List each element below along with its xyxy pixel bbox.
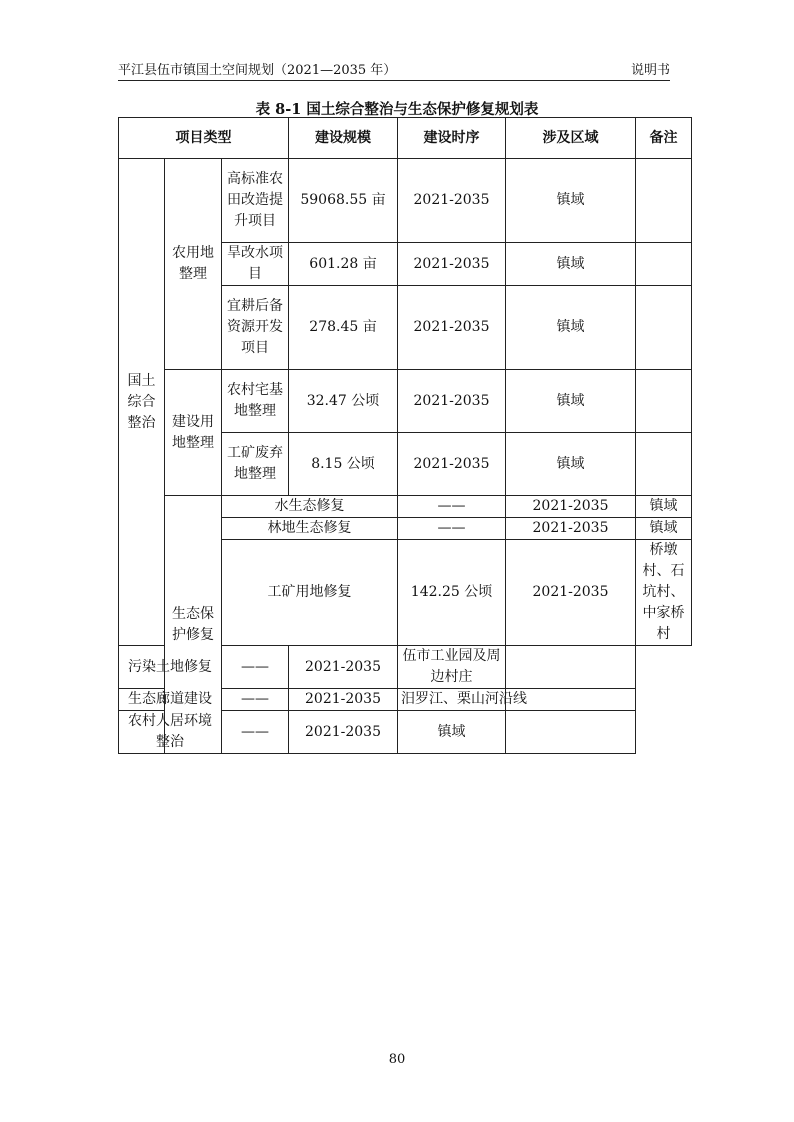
- row-scale: 278.45 亩: [289, 286, 398, 370]
- header-scale: 建设规模: [289, 118, 398, 159]
- table-row: [119, 689, 692, 711]
- row-area: 桥墩村、石坑村、中家桥村: [636, 540, 692, 646]
- row-note: [636, 159, 692, 243]
- row-area: 镇域: [506, 286, 636, 370]
- row-item: 农村人居环境整治: [119, 711, 222, 754]
- row-item: 农村宅基地整理: [222, 370, 289, 433]
- row-area: 镇域: [636, 518, 692, 540]
- row-note: [506, 711, 636, 754]
- header-project-type: 项目类型: [119, 118, 289, 159]
- row-scale: ——: [222, 689, 289, 711]
- row-period: 2021-2035: [398, 433, 506, 496]
- row-scale: ——: [222, 646, 289, 689]
- table-row: [119, 370, 692, 433]
- page-header: [118, 62, 670, 81]
- subgroup-label-construction: 建设用地整理: [165, 370, 222, 496]
- row-note: [636, 286, 692, 370]
- table-row: [119, 496, 692, 518]
- row-period: 2021-2035: [289, 646, 398, 689]
- row-area: 汨罗江、栗山河沿线: [398, 689, 506, 711]
- row-scale: 32.47 公顷: [289, 370, 398, 433]
- header-document-type: 说明书: [630, 63, 670, 78]
- row-area: 伍市工业园及周边村庄: [398, 646, 506, 689]
- row-note: [636, 370, 692, 433]
- row-note: [636, 243, 692, 286]
- row-period: 2021-2035: [506, 496, 636, 518]
- subgroup-label-farmland: 农用地整理: [165, 159, 222, 370]
- row-item: 水生态修复: [222, 496, 398, 518]
- row-item: 污染土地修复: [119, 646, 222, 689]
- planning-table: [118, 117, 692, 754]
- row-item: 工矿废弃地整理: [222, 433, 289, 496]
- row-scale: 59068.55 亩: [289, 159, 398, 243]
- row-period: 2021-2035: [289, 711, 398, 754]
- row-scale: ——: [398, 496, 506, 518]
- row-scale: ——: [398, 518, 506, 540]
- table-row: [119, 159, 692, 243]
- row-area: 镇域: [506, 370, 636, 433]
- row-area: 镇域: [506, 159, 636, 243]
- row-period: 2021-2035: [398, 159, 506, 243]
- row-area: 镇域: [506, 433, 636, 496]
- row-scale: 142.25 公顷: [398, 540, 506, 646]
- row-item: 宜耕后备资源开发项目: [222, 286, 289, 370]
- table-title: 表 8-1 国土综合整治与生态保护修复规划表: [255, 101, 539, 118]
- row-period: 2021-2035: [289, 689, 398, 711]
- row-period: 2021-2035: [398, 286, 506, 370]
- row-period: 2021-2035: [506, 518, 636, 540]
- row-item: 高标准农田改造提升项目: [222, 159, 289, 243]
- row-scale: ——: [222, 711, 289, 754]
- row-note: [506, 646, 636, 689]
- row-period: 2021-2035: [506, 540, 636, 646]
- table-row: [119, 711, 692, 754]
- row-area: 镇域: [506, 243, 636, 286]
- row-period: 2021-2035: [398, 370, 506, 433]
- group-label-land: 国土综合整治: [119, 159, 165, 646]
- page-number: 80: [388, 1052, 406, 1067]
- row-scale: 8.15 公顷: [289, 433, 398, 496]
- header-note: 备注: [636, 118, 692, 159]
- row-period: 2021-2035: [398, 243, 506, 286]
- row-note: [636, 433, 692, 496]
- row-item: 旱改水项目: [222, 243, 289, 286]
- row-scale: 601.28 亩: [289, 243, 398, 286]
- row-item: 生态廊道建设: [119, 689, 222, 711]
- row-item: 林地生态修复: [222, 518, 398, 540]
- row-item: 工矿用地修复: [222, 540, 398, 646]
- header-area: 涉及区域: [506, 118, 636, 159]
- table-header-row: [119, 118, 692, 159]
- header-document-title: 平江县伍市镇国土空间规划（2021—2035 年）: [118, 63, 397, 78]
- row-area: 镇域: [398, 711, 506, 754]
- table-row: [119, 646, 692, 689]
- group-label-eco: 生态保护修复: [165, 496, 222, 754]
- header-period: 建设时序: [398, 118, 506, 159]
- row-area: 镇域: [636, 496, 692, 518]
